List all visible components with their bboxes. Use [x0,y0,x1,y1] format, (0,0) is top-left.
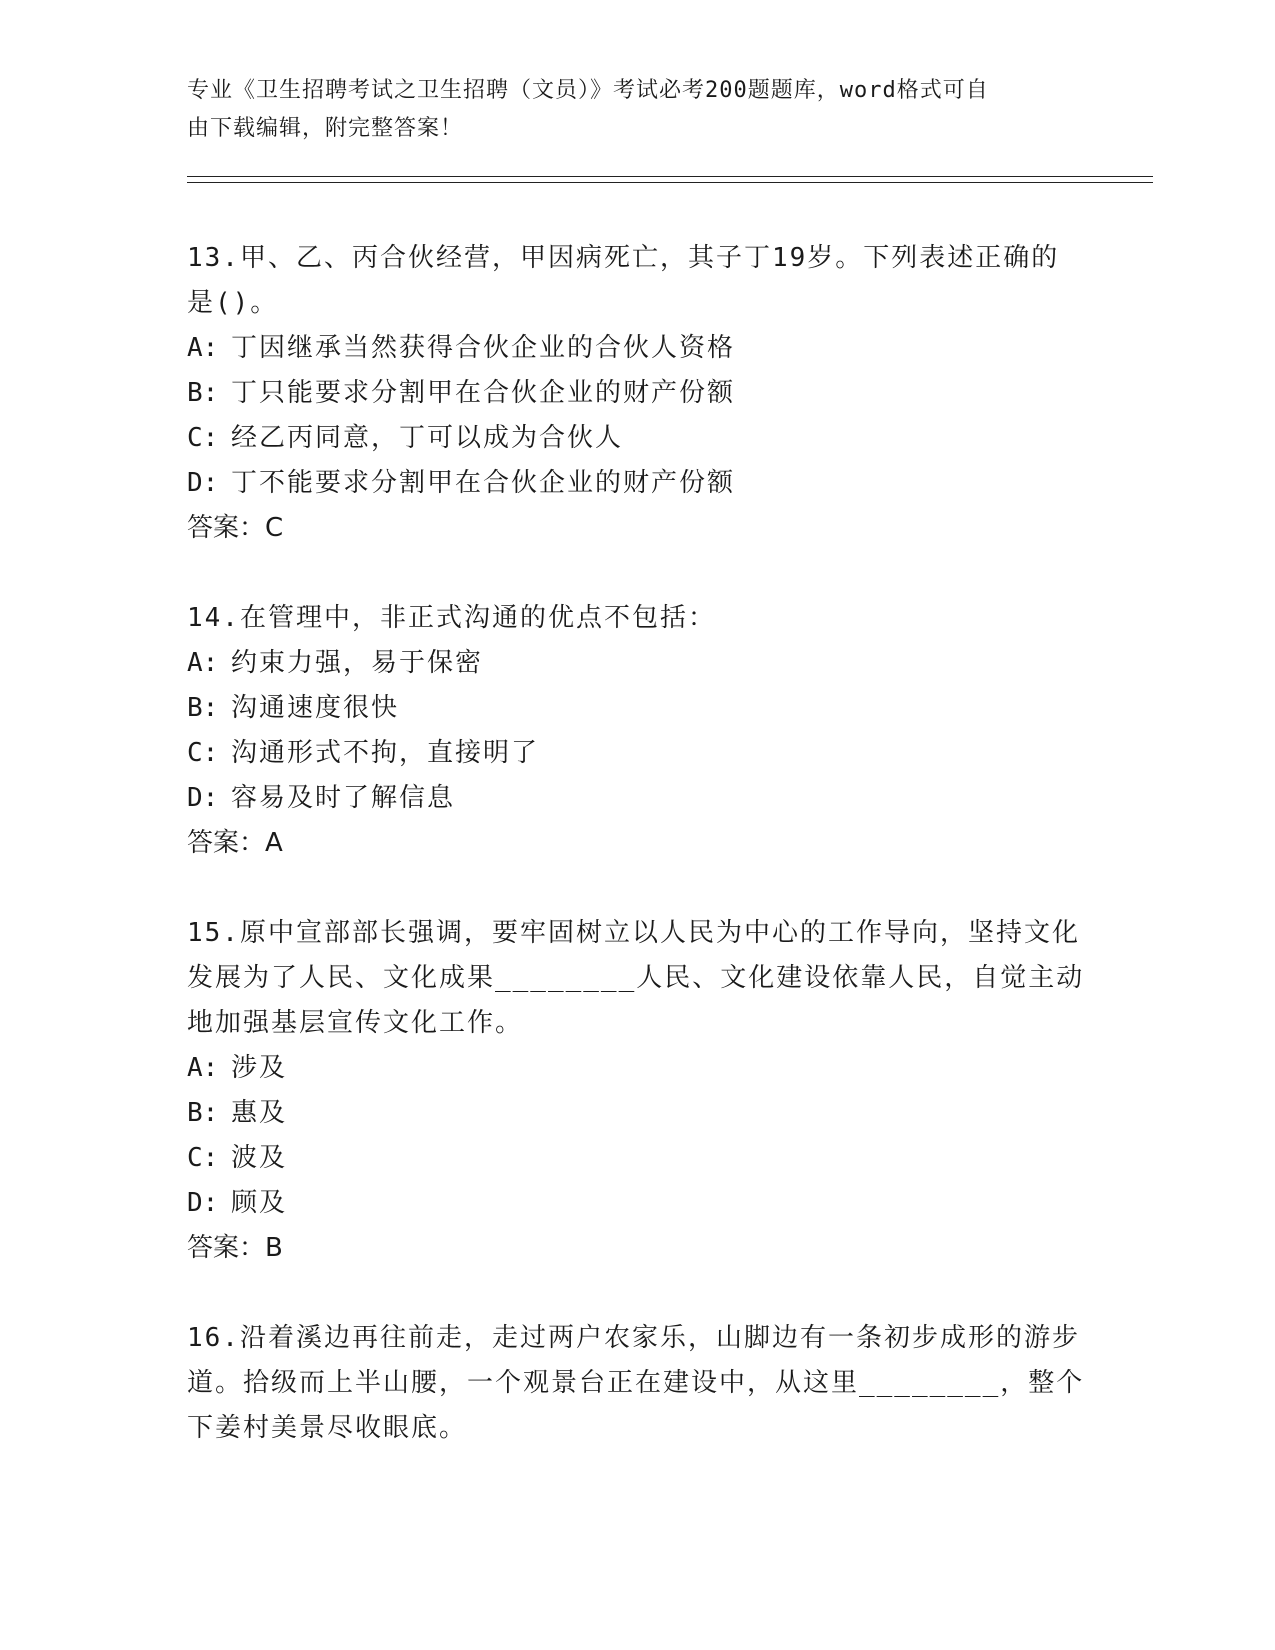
question-text: 16.沿着溪边再往前走，走过两户农家乐，山脚边有一条初步成形的游步道。拾级而上半山腰，一个观景台正在建设中，从这里________，整个下姜村美景尽收眼底。 [187,1323,1085,1443]
header-divider-bottom [187,182,1153,183]
option-d [187,776,1087,821]
option-letter: C: [187,738,219,768]
option-text: 顾及 [231,1188,288,1218]
option-letter: A: [187,333,219,363]
option-a [187,326,1087,371]
option-text: 波及 [231,1143,288,1173]
option-b [187,686,1087,731]
option-letter: A: [187,1053,219,1083]
question-14 [187,596,1087,866]
option-text: 涉及 [231,1053,288,1083]
option-text: 沟通速度很快 [231,693,400,723]
option-letter: D: [187,468,219,498]
question-16 [187,1316,1087,1451]
option-text: 惠及 [231,1098,288,1128]
option-c [187,1136,1087,1181]
option-text: 丁不能要求分割甲在合伙企业的财产份额 [231,468,736,498]
document-header [187,72,1067,148]
question-13 [187,236,1087,551]
option-letter: B: [187,378,219,408]
answer-line: 答案：C [187,513,284,543]
option-d [187,461,1087,506]
option-c [187,731,1087,776]
option-b [187,1091,1087,1136]
question-text: 14.在管理中，非正式沟通的优点不包括： [187,603,716,633]
answer-line: 答案：A [187,828,283,858]
option-text: 经乙丙同意，丁可以成为合伙人 [231,423,624,453]
question-15 [187,911,1087,1271]
option-letter: B: [187,1098,219,1128]
option-text: 容易及时了解信息 [231,783,456,813]
option-letter: D: [187,1188,219,1218]
option-letter: C: [187,423,219,453]
answer-line: 答案：B [187,1233,283,1263]
header-line-2: 由下载编辑，附完整答案！ [187,116,464,141]
option-b [187,371,1087,416]
question-text: 13.甲、乙、丙合伙经营，甲因病死亡，其子丁19岁。下列表述正确的是()。 [187,243,1060,318]
option-c [187,416,1087,461]
option-letter: C: [187,1143,219,1173]
option-text: 沟通形式不拘，直接明了 [231,738,540,768]
option-a [187,1046,1087,1091]
option-text: 约束力强，易于保密 [231,648,484,678]
header-divider-top [187,176,1153,177]
option-d [187,1181,1087,1226]
option-text: 丁只能要求分割甲在合伙企业的财产份额 [231,378,736,408]
option-letter: A: [187,648,219,678]
option-text: 丁因继承当然获得合伙企业的合伙人资格 [231,333,736,363]
option-letter: B: [187,693,219,723]
option-letter: D: [187,783,219,813]
question-list [187,236,1087,1496]
question-text: 15.原中宣部部长强调，要牢固树立以人民为中心的工作导向，坚持文化发展为了人民、文化成果________人民、文化建设依靠人民，自觉主动地加强基层宣传文化工作。 [187,918,1085,1038]
header-line-1: 专业《卫生招聘考试之卫生招聘（文员）》考试必考200题题库，word格式可自 [187,78,989,103]
option-a [187,641,1087,686]
